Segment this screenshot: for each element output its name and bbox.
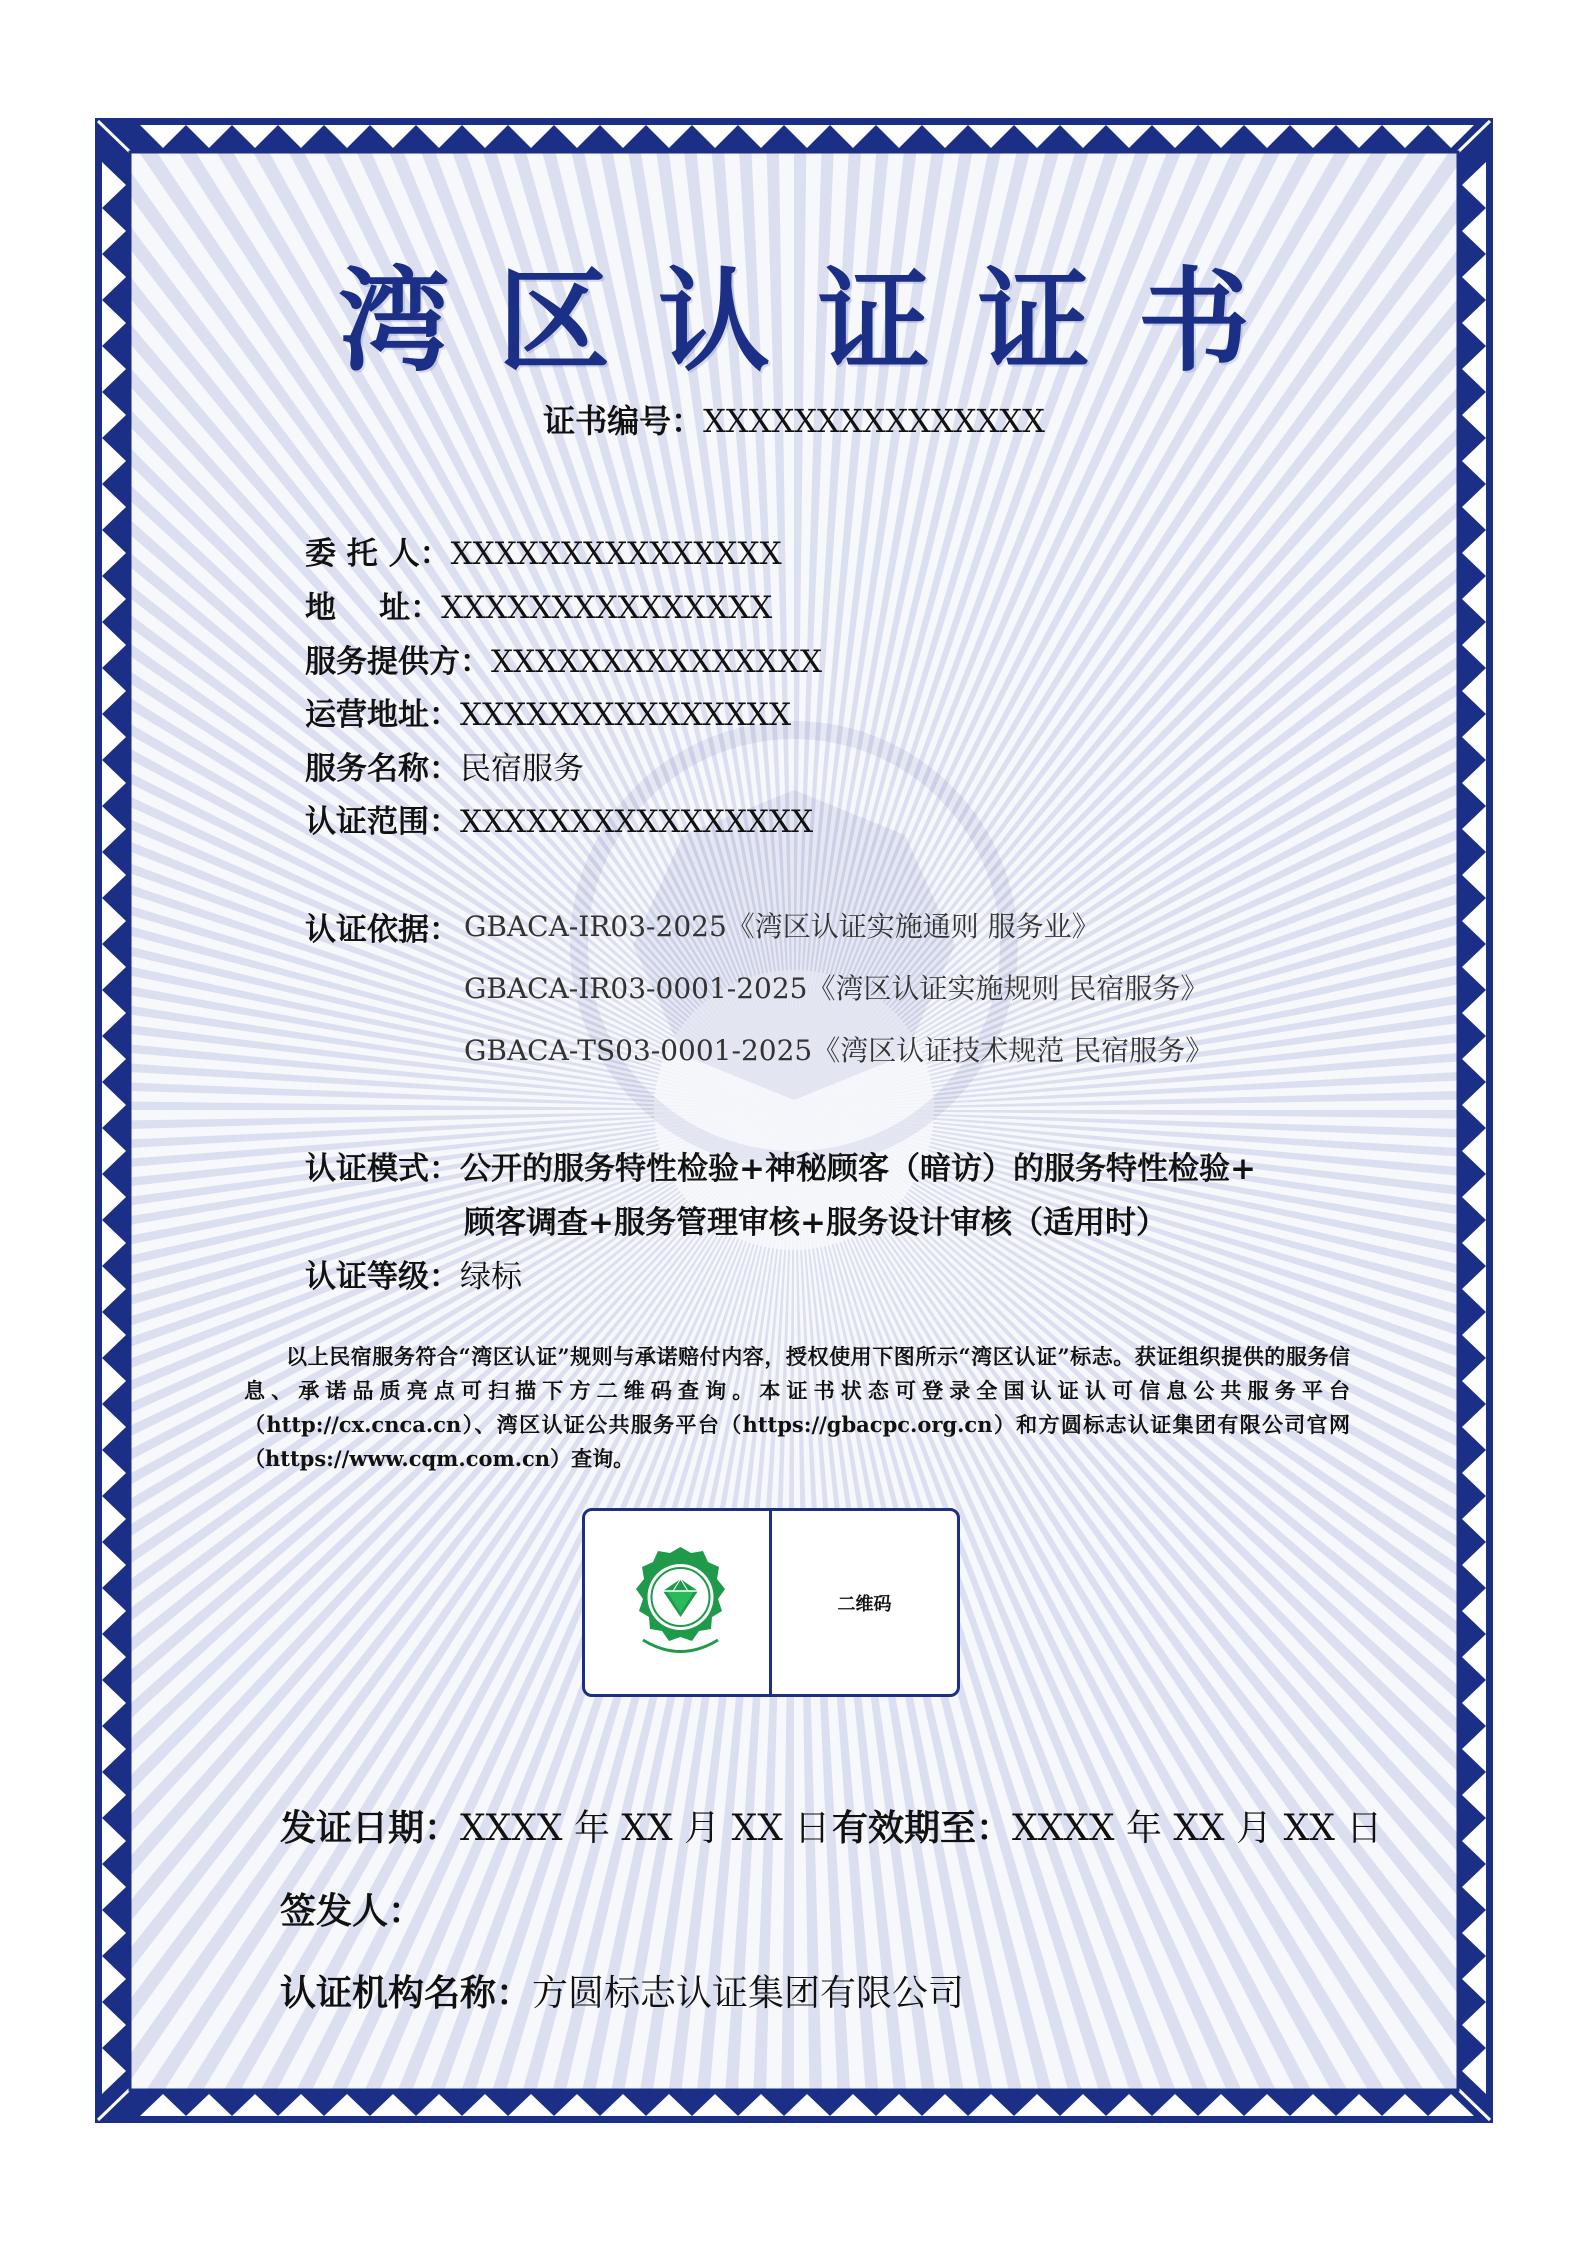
- basis-line-3: GBACA-TS03-0001-2025《湾区认证技术规范 民宿服务》: [464, 1034, 1214, 1067]
- field-provider-label: 服务提供方：: [305, 644, 491, 680]
- valid-until-value: XXXX 年 XX 月 XX 日: [1012, 1808, 1383, 1849]
- field-operating-address: [305, 689, 791, 734]
- field-grade: [305, 1251, 522, 1296]
- issue-date: [280, 1800, 830, 1851]
- field-mode: [305, 1143, 1256, 1188]
- valid-until: [832, 1800, 1382, 1851]
- field-grade-label: 认证等级：: [305, 1259, 460, 1295]
- certificate-number-value: XXXXXXXXXXXXXXX: [703, 402, 1045, 440]
- field-operating-address-label: 运营地址：: [305, 697, 460, 733]
- field-address: [305, 582, 772, 627]
- field-scope-label: 认证范围：: [305, 804, 460, 840]
- field-client-label: 委 托 人：: [305, 536, 451, 572]
- field-service-name-value: 民宿服务: [460, 751, 584, 787]
- issuer: [280, 1883, 424, 1934]
- field-operating-address-value: XXXXXXXXXXXXXXX: [460, 697, 792, 733]
- basis-line-1: GBACA-IR03-2025《湾区认证实施通则 服务业》: [464, 910, 1100, 943]
- field-scope-value: XXXXXXXXXXXXXXXX: [460, 804, 814, 840]
- qr-code-placeholder: 二维码: [837, 1593, 892, 1615]
- field-provider: [305, 636, 822, 681]
- basis-line-2: GBACA-IR03-0001-2025《湾区认证实施规则 民宿服务》: [464, 972, 1209, 1005]
- certification-body: [280, 1965, 964, 2016]
- field-service-name: [305, 743, 584, 788]
- certificate-number-label: 证书编号：: [543, 402, 704, 440]
- certification-body-value: 方圆标志认证集团有限公司: [532, 1973, 965, 2014]
- field-address-label: 地 址：: [305, 590, 442, 626]
- issue-date-label: 发证日期：: [280, 1807, 461, 1849]
- field-address-value: XXXXXXXXXXXXXXX: [441, 590, 773, 626]
- certificate-number: [0, 396, 1588, 442]
- field-mode-value-2: 顾客调查+服务管理审核+服务设计审核（适用时）: [464, 1205, 1167, 1241]
- field-mode-value-1: 公开的服务特性检验+神秘顾客（暗访）的服务特性检验+: [460, 1151, 1256, 1187]
- issuer-label: 签发人：: [280, 1890, 425, 1932]
- gba-certification-emblem-icon: [623, 1545, 738, 1660]
- valid-until-label: 有效期至：: [832, 1807, 1013, 1849]
- issue-date-value: XXXX 年 XX 月 XX 日: [460, 1808, 831, 1849]
- field-service-name-label: 服务名称：: [305, 751, 460, 787]
- field-client-value: XXXXXXXXXXXXXXX: [450, 536, 782, 572]
- certification-body-label: 认证机构名称：: [280, 1972, 533, 2014]
- field-grade-value: 绿标: [460, 1259, 522, 1295]
- certificate-title: 湾区认证证书: [338, 256, 1298, 387]
- field-provider-value: XXXXXXXXXXXXXXX: [491, 644, 823, 680]
- field-client: [305, 528, 782, 573]
- basis-label: 认证依据：: [305, 912, 460, 948]
- field-scope: [305, 796, 813, 841]
- field-mode-label: 认证模式：: [305, 1151, 460, 1187]
- mark-and-qr-box: [582, 1508, 960, 1697]
- certificate-statement: 以上民宿服务符合“湾区认证”规则与承诺赔付内容，授权使用下图所示“湾区认证”标志。获证组织提供的服务信息、承诺品质亮点可扫描下方二维码查询。本证书状态可登录全国认证认可信息公共服务平台（http://cx.cnca.cn）、湾区认证公共服务平台（https://gbacpc.org.cn）和方圆标志认证集团有限公司官网（https://www.cqm.com.cn）查询。: [244, 1344, 1350, 1471]
